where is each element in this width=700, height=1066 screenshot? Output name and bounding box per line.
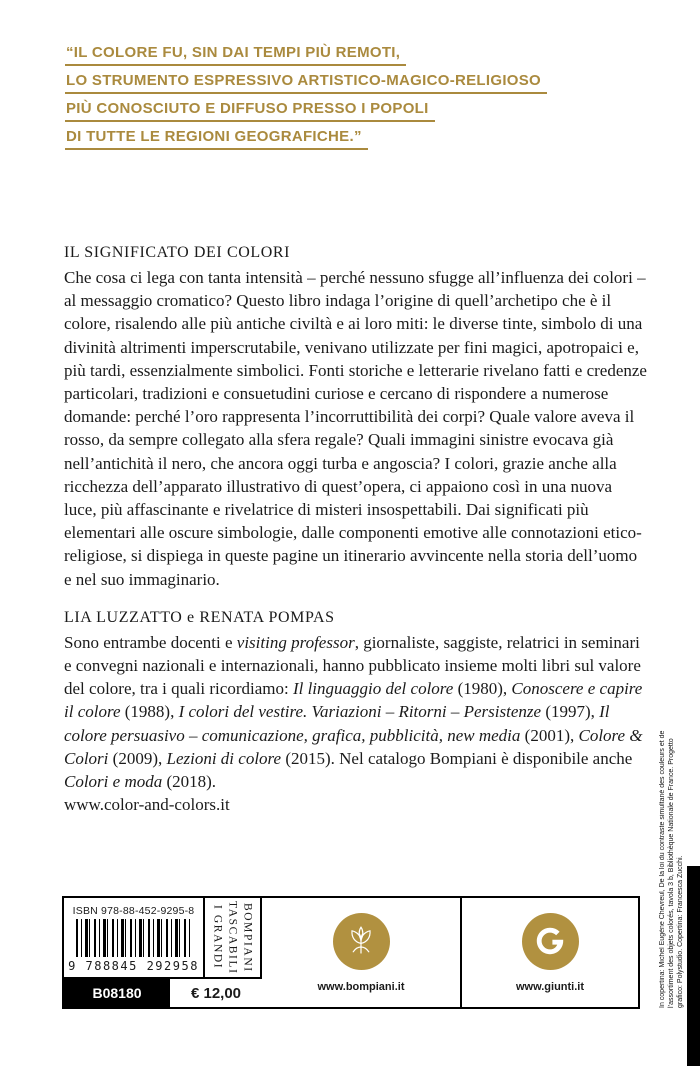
cover-quote [65,44,547,156]
synopsis-heading: IL SIGNIFICATO DEI COLORI [64,244,291,261]
giunti-cell [462,898,638,1007]
synopsis-text: Che cosa ci lega con tanta intensità – perché nessuno sfugge all’influenza dei colori – al messaggio cromatico? Questo libro indaga l’origine di quell’archetipo che è il colore, risalendo alle più antiche civiltà e ai loro miti: le diverse tinte, simbolo di una divinità altrimenti imperscrutabile, venivano utilizzate per fini magici, apotropaici e, più tardi, essenzialmente simbolici. Fonti storiche e letterarie rivelano fatti e credenze particolari, tradizioni e consuetudini curiose e cercano di rispondere a numerose domande: perché l’oro rappresenta l’incorruttibilità dei corpi? Quale valore aveva il rosso, da sempre collegato alla sfera regale? Quali immagini sinistre evocava già nell’antichità il nero, che ancora oggi turba e angoscia? I colori, grazie anche alla ricchezza dell’apparato illustrativo di quest’opera, ci appaiono così in una nuova luce, più affascinante e rivelatrice di misteri insospettabili. Dai significati più elementari alle oscure simbologie, dalle componenti emotive alle connotazioni etico-religiose, si dispiega in queste pagine un itinerario avvincente nella storia dell’uomo e nel suo immaginario. [64,268,647,589]
quote-row [65,100,547,122]
series-word-2: TASCABILI [226,900,239,975]
quote-row [65,128,547,150]
quote-line-2: LO STRUMENTO ESPRESSIVO ARTISTICO-MAGICO-RELIGIOSO [65,72,547,94]
authors-website: www.color-and-colors.it [64,795,230,815]
series-cell [205,898,262,977]
authors-heading: LIA LUZZATTO e RENATA POMPAS [64,608,335,626]
series-word-3: BOMPIANI [241,902,254,973]
bompiani-url: www.bompiani.it [317,980,405,993]
credits-vertical-text: In copertina: Michel Eugène Chevreul, De la loi du contraste simultané des couleurs et de l’assortiment des objets colorés, tavola 3 b, Bibliothèque Nationale de France. Progetto grafico: Polystudio. Copertina: Francesca Zucchi. [659,730,684,1008]
isbn-digits: 9 788845 292958 [68,958,199,973]
bompiani-flower-icon [333,913,390,970]
quote-row [65,44,547,66]
series-word-1: I GRANDI [211,905,224,970]
barcode [76,919,192,957]
edition-code: B08180 [64,979,170,1007]
barcode-panel [62,896,640,1009]
price-row [64,977,262,1007]
quote-line-4: DI TUTTE LE REGIONI GEOGRAFICHE.” [65,128,368,150]
giunti-g-icon [522,913,579,970]
quote-row [65,72,547,94]
bompiani-cell [262,898,462,1007]
giunti-url: www.giunti.it [515,980,585,993]
isbn-label: ISBN 978-88-452-9295-8 [72,904,195,917]
back-cover-text [64,244,648,816]
quote-line-1: “IL COLORE FU, SIN DAI TEMPI PIÙ REMOTI, [65,44,406,66]
quote-line-3: PIÙ CONOSCIUTO E DIFFUSO PRESSO I POPOLI [65,100,435,122]
spine-strip [687,866,700,1066]
barcode-cell [64,898,205,977]
price: € 12,00 [190,984,242,1002]
authors-bio: Sono entrambe docenti e visiting professor, giornaliste, saggiste, relatrici in seminari e convegni nazionali e internazionali, hanno pubblicato insieme molti libri sul valore del colore, tra i quali ricordiamo: Il linguaggio del colore (1980), Conoscere e capire il colore (1988), I colori del vestire. Variazioni – Ritorni – Persistenze (1997), Il colore persuasivo – comunicazione, grafica, pubblicità, new media (2001), Colore & Colori (2009), Lezioni di colore (2015). Nel catalogo Bompiani è disponibile anche Colori e moda (2018). [64,632,643,792]
